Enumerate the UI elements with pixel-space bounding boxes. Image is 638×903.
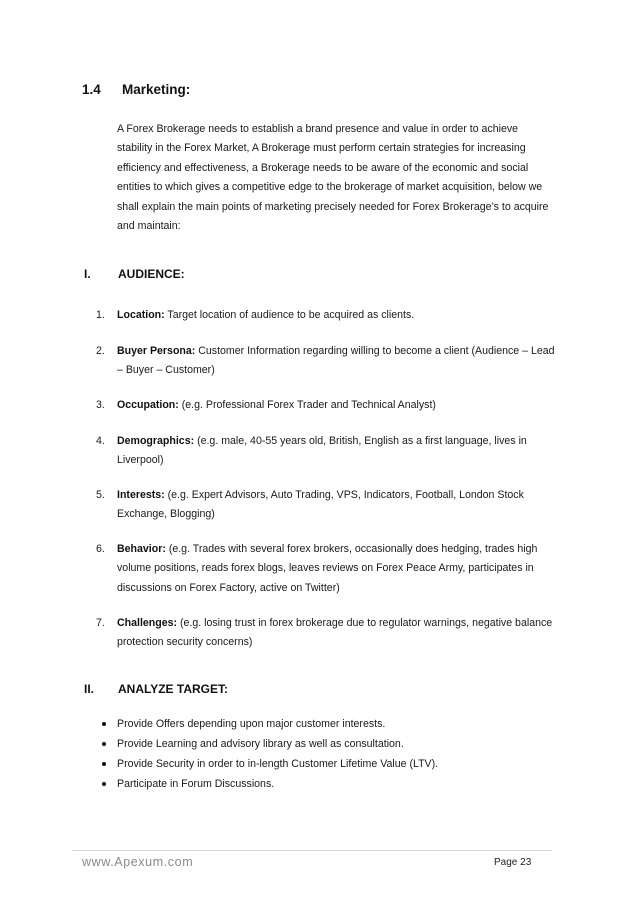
item-index: 3.: [96, 399, 105, 411]
item-label: Interests:: [117, 489, 165, 501]
item-index: 1.: [96, 309, 105, 321]
item-text: (e.g. male, 40-55 years old, British, English as a first language, lives in Liverpool): [117, 435, 527, 467]
item-index: 6.: [96, 543, 105, 555]
analyze-heading: [84, 682, 229, 696]
section-title: Marketing:: [122, 82, 191, 97]
audience-title: AUDIENCE:: [118, 267, 185, 281]
item-text: (e.g. losing trust in forex brokerage due to regulator warnings, negative balance protection security concerns): [117, 617, 553, 649]
bullet-icon: [102, 722, 106, 726]
audience-heading: [84, 267, 185, 281]
item-label: Demographics:: [117, 435, 195, 447]
item-text: Target location of audience to be acquired as clients.: [164, 309, 415, 321]
bullet-icon: [102, 782, 106, 786]
bullet-text: Participate in Forum Discussions.: [117, 778, 275, 790]
analyze-bullets: [96, 714, 556, 794]
audience-numeral: I.: [84, 267, 91, 281]
item-label: Buyer Persona:: [117, 345, 196, 357]
item-text: Customer Information regarding willing to become a client (Audience – Lead – Buyer – Customer): [117, 345, 555, 377]
item-index: 4.: [96, 435, 105, 447]
bullet-icon: [102, 762, 106, 766]
item-label: Location:: [117, 309, 165, 321]
page-number: Page 23: [494, 857, 532, 868]
item-label: Challenges:: [117, 617, 178, 629]
bullet-text: Provide Learning and advisory library as well as consultation.: [117, 738, 404, 750]
item-label: Occupation:: [117, 399, 179, 411]
footer-website: www.Apexum.com: [82, 855, 194, 869]
analyze-numeral: II.: [84, 682, 95, 696]
item-index: 7.: [96, 617, 105, 629]
bullet-icon: [102, 742, 106, 746]
item-label: Behavior:: [117, 543, 166, 555]
section-heading: [82, 82, 191, 97]
footer-divider: [72, 850, 552, 851]
item-text: (e.g. Expert Advisors, Auto Trading, VPS, Indicators, Football, London Stock Exchange, Blogging): [117, 489, 524, 521]
section-number: 1.4: [82, 82, 101, 97]
list-item: [96, 734, 556, 754]
item-text: (e.g. Trades with several forex brokers, occasionally does hedging, trades high volume positions, reads forex blogs, leaves reviews on Forex Peace Army, participates in discussions on Forex Factory, active on Twitter): [117, 543, 538, 594]
intro-paragraph: A Forex Brokerage needs to establish a brand presence and value in order to achieve stability in the Forex Market, A Brokerage must perform certain strategies for increasing efficiency and effectiveness, a Brokerage needs to be aware of the economic and social entities to which gives a competitive edge to the brokerage of market acquisition, below we shall explain the main points of marketing precisely needed for Forex Brokerage’s to acquire and maintain:: [117, 123, 549, 233]
bullet-text: Provide Security in order to in-length Customer Lifetime Value (LTV).: [117, 758, 439, 770]
item-index: 2.: [96, 345, 105, 357]
item-text: (e.g. Professional Forex Trader and Technical Analyst): [178, 399, 436, 411]
list-item: [96, 774, 556, 794]
item-index: 5.: [96, 489, 105, 501]
bullet-text: Provide Offers depending upon major customer interests.: [117, 718, 386, 730]
list-item: [96, 714, 556, 734]
analyze-title: ANALYZE TARGET:: [118, 682, 229, 696]
list-item: [96, 754, 556, 774]
